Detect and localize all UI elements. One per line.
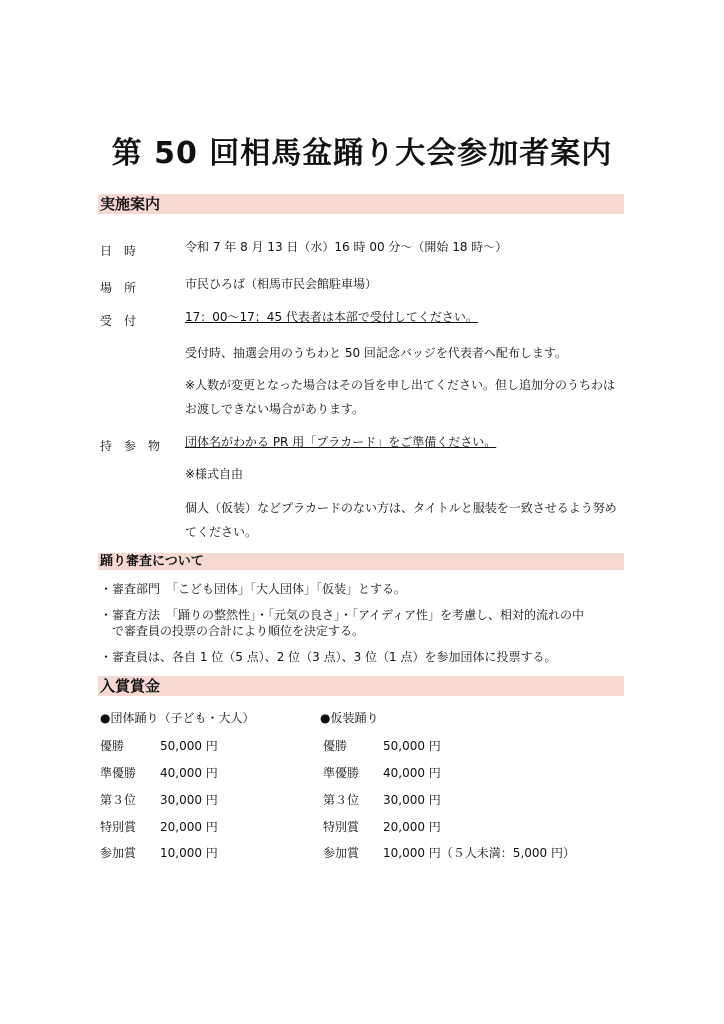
group-prize-amount: 30,000 円: [160, 793, 218, 807]
group-prize-label: 参加賞: [100, 846, 137, 860]
page-title: 第 50 回相馬盆踊り大会参加者案内: [111, 136, 613, 171]
costume-prize-amount: 30,000 円: [383, 793, 441, 807]
reception-note-3: お渡しできない場合があります。: [185, 402, 365, 416]
group-prize-label: 準優勝: [100, 766, 137, 780]
group-prize-label: 第３位: [100, 793, 137, 807]
bring-note-3: てください。: [185, 525, 258, 539]
reception-note-2: ※人数が変更となった場合はその旨を申し出てください。但し追加分のうちわは: [185, 378, 616, 392]
group-dance-heading: ●団体踊り（子ども・大人）: [100, 711, 255, 725]
judging-line-1: ・審査部門 「こども団体」「大人団体」「仮装」とする。: [100, 582, 407, 596]
bring-label: 持 参 物: [100, 439, 161, 453]
costume-prize-label: 優勝: [323, 739, 348, 753]
group-prize-amount: 10,000 円: [160, 846, 218, 860]
reception-value: 17：00～17；45 代表者は本部で受付してください。: [185, 310, 478, 324]
costume-prize-label: 参加賞: [323, 846, 360, 860]
costume-prize-amount: 20,000 円: [383, 820, 441, 834]
date-value: 令和 7 年 8 月 13 日（水）16 時 00 分～（開始 18 時～）: [185, 240, 508, 254]
judging-line-3: ・審査員は、各自 1 位（5 点）、2 位（3 点）、3 位（1 点）を参加団体に投票する。: [100, 650, 557, 664]
bring-note-1: ※様式自由: [185, 467, 244, 481]
bring-value: 団体名がわかる PR 用「プラカード」をご準備ください。: [185, 435, 497, 449]
costume-dance-heading: ●仮装踊り: [320, 711, 379, 725]
group-prize-amount: 40,000 円: [160, 766, 218, 780]
reception-note-1: 受付時、抽選会用のうちわと 50 回記念バッジを代表者へ配布します。: [185, 346, 567, 360]
section-heading-implementation: 実施案内: [98, 194, 624, 214]
judging-line-2a: ・審査方法 「踊りの整然性」・「元気の良さ」・「アイディア性」を考慮し、相対的流れの中: [100, 608, 584, 622]
group-prize-amount: 20,000 円: [160, 820, 218, 834]
costume-prize-label: 第３位: [323, 793, 360, 807]
section-heading-prizes: 入賞賞金: [98, 676, 624, 696]
place-label: 場 所: [100, 281, 137, 295]
bring-note-2: 個人（仮装）などプラカードのない方は、タイトルと服装を一致させるよう努め: [185, 501, 617, 515]
group-prize-label: 特別賞: [100, 820, 137, 834]
section-heading-judging: 踊り審査について: [98, 553, 624, 570]
reception-label: 受 付: [100, 314, 137, 328]
group-prize-label: 優勝: [100, 739, 125, 753]
date-label: 日 時: [100, 244, 137, 258]
costume-prize-label: 特別賞: [323, 820, 360, 834]
judging-line-2b: で審査員の投票の合計により順位を決定する。: [100, 624, 365, 638]
costume-prize-amount: 10,000 円（５人未満：5,000 円）: [383, 846, 575, 860]
group-prize-amount: 50,000 円: [160, 739, 218, 753]
costume-prize-label: 準優勝: [323, 766, 360, 780]
costume-prize-amount: 40,000 円: [383, 766, 441, 780]
place-value: 市民ひろば（相馬市民会館駐車場）: [185, 277, 378, 291]
costume-prize-amount: 50,000 円: [383, 739, 441, 753]
